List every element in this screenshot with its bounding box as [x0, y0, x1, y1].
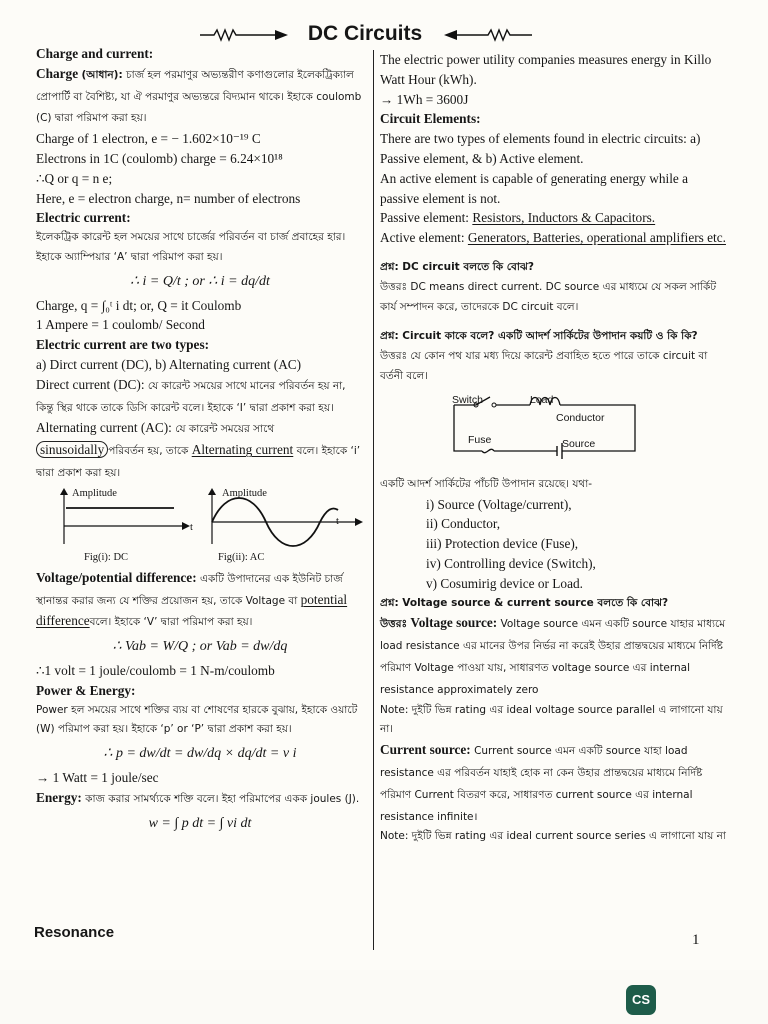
one-volt: ∴1 volt = 1 joule/coulomb = 1 N-m/coulomb	[36, 662, 275, 678]
heading-current-types: Electric current are two types:	[36, 337, 210, 353]
current-definition: ইলেকট্রিক কারেন্ট হল সময়ের সাথে চার্জের পরিবর্তন বা চার্জ প্রবাহের হার। ইহাকে অ্যাম্পিয়ার ‘A’ দ্বারা পরিমাপ করা হয়।	[36, 231, 346, 263]
alternating-current-word: Alternating current	[191, 442, 294, 458]
kwh-measure: The electric power utility companies measures energy in Killo Watt Hour (kWh).	[380, 52, 712, 87]
energy-def-text: কাজ করার সামর্থ্যকে শক্তি বলে। ইহা পরিমাপের একক joules (J).	[85, 792, 360, 805]
energy-term: Energy:	[36, 789, 82, 805]
five-parts-intro: একটি আদর্শ সার্কিটের পাঁচটি উপাদান রয়েছে। যথা-	[380, 477, 593, 490]
fuse-label: Fuse	[468, 433, 492, 446]
passive-term: Passive element:	[380, 210, 469, 226]
voltage-term: Voltage/potential difference:	[36, 569, 197, 585]
resistor-arrow-left-icon	[200, 28, 290, 42]
electron-charge: Charge of 1 electron, e = − 1.602×10⁻¹⁹ C	[36, 131, 261, 147]
ac-term: Alternating current (AC):	[36, 420, 172, 436]
answer-label: উত্তরঃ	[380, 618, 408, 631]
brand-logo-text: Resonance	[34, 924, 115, 941]
current-equation: ∴ i = Q/t ; or ∴ i = dq/dt	[130, 273, 270, 289]
source-label: Source	[562, 437, 596, 450]
here-definition: Here, e = electron charge, n= number of electrons	[36, 190, 301, 206]
voltage-def-1: একটি উপাদানের এক ইউনিট চার্জ স্থানান্তর করার জন্য যে শক্তির প্রয়োজন হয়, তাকে Voltage বা	[36, 572, 343, 607]
right-column	[380, 50, 730, 847]
dc-def-text: যে কারেন্ট সময়ের সাথে মানের পরিবর্তন হয় না, কিন্তু স্থির থাকে তাকে ডিসি কারেন্ট বলে। ইহাকে ‘I’ দ্বারা প্রকাশ করা হয়।	[36, 379, 346, 414]
heading-power-energy: Power & Energy:	[36, 682, 136, 698]
sinusoidally-word: sinusoidally	[36, 441, 108, 458]
column-divider	[373, 50, 374, 950]
ac-def-3: বলে। ইহাকে ‘i’ দ্বারা প্রকাশ করা হয়।	[36, 445, 361, 479]
dc-definition	[36, 375, 364, 419]
power-equation: ∴ p = dw/dt = dw/dq × dq/dt = v i	[103, 746, 297, 762]
circuit-diagram	[380, 391, 730, 469]
dc-amplitude-label: Amplitude	[72, 487, 117, 499]
note-voltage-source: Note: দুইটি ভিন্ন rating এর ideal voltage source parallel এ লাগানো যায় না।	[380, 703, 723, 736]
active-element	[380, 228, 730, 248]
heading-electric-current: Electric current:	[36, 210, 131, 226]
ac-def-1: যে কারেন্ট সময়ের সাথে	[175, 423, 275, 436]
current-types: a) Dirct current (DC), b) Alternating current (AC)	[36, 356, 302, 372]
voltage-definition	[36, 568, 364, 633]
page-title: DC Circuits	[307, 22, 423, 45]
heading-charge-current: Charge and current:	[36, 46, 154, 61]
question-circuit: প্রশ্ন: Circuit কাকে বলে? একটি আদর্শ সার্কিটের উপাদান কয়টি ও কি কি?	[380, 330, 698, 343]
voltage-def-2: বলে। ইহাকে ‘V’ দ্বারা পরিমাপ করা হয়।	[89, 616, 253, 629]
left-column	[36, 44, 364, 837]
q-equals-ne: ∴Q or q = n e;	[36, 170, 113, 186]
kwh-conversion: → 1Wh = 3600J	[380, 91, 469, 107]
charge-term: Charge	[36, 65, 79, 81]
page-number: 1	[692, 932, 700, 948]
passive-element	[380, 208, 730, 228]
dc-t-label: t	[190, 521, 193, 533]
ac-amplitude-label: Amplitude	[222, 487, 267, 499]
power-definition: Power হল সময়ের সাথে শক্তির ব্যয় বা শোষণের হারকে বুঝায়, ইহাকে ওয়াটে (W) পরিমাপ করা হয়। ইহাকে ‘p’ or ‘P’ দ্বারা প্রকাশ করা হয়।	[36, 703, 358, 736]
conductor-label: Conductor	[556, 411, 605, 424]
current-source-answer	[380, 740, 730, 827]
two-element-types: There are two types of elements found in electric circuits: a) Passive element, & b) Active element.	[380, 131, 701, 166]
dc-figure-caption: Fig(i): DC	[84, 551, 129, 563]
electrons-in-coulomb: Electrons in 1C (coulomb) charge = 6.24×10¹⁸	[36, 150, 283, 166]
charge-bn-term: (আধান):	[81, 68, 123, 81]
heading-circuit-elements: Circuit Elements:	[380, 111, 481, 127]
resistor-arrow-right-icon	[442, 28, 532, 42]
part-item: i) Source (Voltage/current),	[426, 496, 572, 512]
ampere-definition: 1 Ampere = 1 coulomb/ Second	[36, 317, 205, 333]
ac-def-2: পরিবর্তন হয়, তাকে	[108, 445, 189, 458]
active-list: Generators, Batteries, operational amplifiers etc.	[467, 230, 726, 246]
dc-ac-figures	[36, 486, 364, 564]
answer-circuit: উত্তরঃ যে কোন পথ যার মধ্য দিয়ে কারেন্ট প্রবাহিত হতে পারে তাকে circuit বা বর্তনী বলে।	[380, 350, 708, 382]
voltage-source-answer	[380, 613, 730, 700]
question-sources: প্রশ্ন: Voltage source & current source বলতে কি বোঝ?	[380, 596, 669, 609]
ac-definition	[36, 418, 364, 483]
part-item: iii) Protection device (Fuse),	[426, 536, 579, 552]
potential-difference-word: potential difference	[36, 591, 348, 629]
answer-dc-circuit: উত্তরঃ DC means direct current. DC source এর মাধ্যমে যে সকল সার্কিট কার্য সম্পাদন করে, তাদেরকে DC circuit বলে।	[380, 280, 717, 313]
voltage-equation: ∴ Vab = W/Q ; or Vab = dw/dq	[112, 639, 288, 655]
part-item: ii) Conductor,	[426, 516, 501, 532]
load-label: Load	[530, 393, 554, 406]
question-dc-circuit: প্রশ্ন: DC circuit বলতে কি বোঝ?	[380, 260, 534, 273]
charge-definition	[36, 64, 364, 129]
part-item: v) Cosumirig device or Load.	[426, 575, 583, 591]
charge-def-text: চার্জ হল পরমাণুর অভ্যন্তরীণ কণাগুলোর ইলেকট্রিক্যাল প্রোপার্টি বা বৈশিষ্ট্য, যা ঐ পরমাণুর অভ্যন্তরে বিদ্যমান থাকে। ইহাকে coulomb (C) দ্বারা পরিমাপ করা হয়।	[36, 68, 362, 125]
active-capable: An active element is capable of generating energy while a passive element is not.	[380, 170, 689, 206]
switch-label: Switch	[452, 393, 483, 406]
energy-equation: w = ∫ p dt = ∫ vi dt	[148, 815, 252, 831]
current-source-term: Current source:	[380, 742, 471, 758]
passive-list: Resistors, Inductors & Capacitors.	[472, 210, 656, 226]
one-watt: → 1 Watt = 1 joule/sec	[36, 769, 159, 785]
voltage-source-def: Voltage source এমন একটি source যাহার মাধ্যমে load resistance এর মানের উপর নির্ভর না করেই উহার প্রান্তদ্বয়ের মাধ্যমে নির্দিষ্ট পরিমাণ Voltage পাওয়া যায়, সাধারণত voltage source এর internal resistance approximately zero	[380, 618, 726, 696]
part-item: iv) Controlling device (Switch),	[426, 555, 596, 571]
charge-integral: Charge, q = ∫₀ᵗ i dt; or, Q = it Coulomb	[36, 297, 242, 313]
ac-t-label: t	[336, 515, 339, 527]
ac-figure-caption: Fig(ii): AC	[218, 551, 265, 563]
dc-term: Direct current (DC):	[36, 376, 145, 392]
voltage-source-term: Voltage source:	[410, 615, 498, 631]
active-term: Active element:	[380, 230, 465, 246]
current-source-def: Current source এমন একটি source যাহা load resistance এর পরিবর্তন যাহাই হোক না কেন উহার প্রান্তদ্বয়ের মাধ্যমে নির্দিষ্ট পরিমাণ Current বিতরণ করে, সাধারণত current source এর internal resistance infinite।	[380, 745, 703, 823]
energy-definition	[36, 788, 364, 810]
camscanner-badge-icon: CS	[626, 985, 656, 1015]
note-current-source: Note: দুইটি ভিন্ন rating এর ideal current source series এ লাগানো যায় না	[380, 830, 726, 843]
